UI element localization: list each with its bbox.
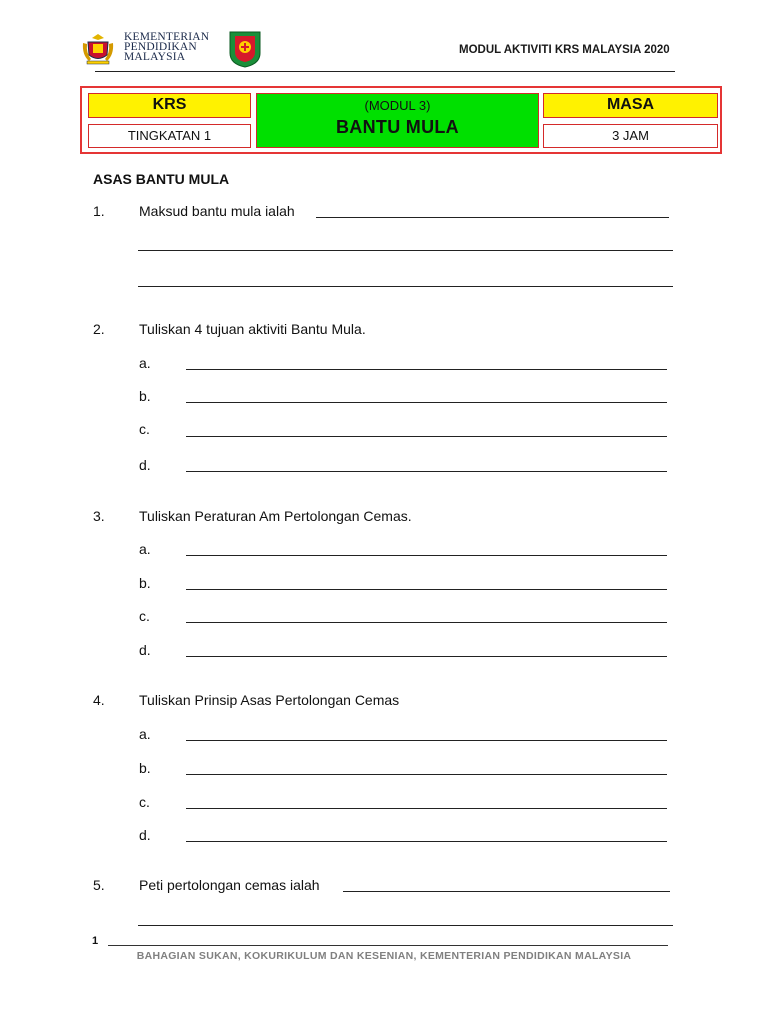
question-4-number: 4. [93,692,105,708]
modul-cell [256,93,539,148]
answer-line[interactable] [186,471,667,472]
question-2-item-b: b. [139,388,151,404]
question-4-item-b: b. [139,760,151,776]
modul-number: (MODUL 3) [364,98,431,113]
duration-cell: 3 JAM [543,124,718,148]
section-title: ASAS BANTU MULA [93,171,230,187]
question-3-item-a: a. [139,541,151,557]
footer-divider [108,945,668,946]
answer-line[interactable] [186,841,667,842]
question-4-item-a: a. [139,726,151,742]
answer-line[interactable] [186,740,667,741]
answer-line[interactable] [138,286,673,287]
answer-line[interactable] [186,808,667,809]
question-2-item-c: c. [139,421,150,437]
question-1-text: Maksud bantu mula ialah [139,203,295,219]
page-number: 1 [92,935,99,947]
answer-line[interactable] [343,891,670,892]
question-3-item-d: d. [139,642,151,658]
malaysia-coat-of-arms-icon [80,31,116,67]
question-3-number: 3. [93,508,105,524]
masa-cell: MASA [543,93,718,118]
ministry-line-3: MALAYSIA [124,51,186,63]
answer-line[interactable] [186,622,667,623]
tingkatan-cell: TINGKATAN 1 [88,124,251,148]
question-4-item-d: d. [139,827,151,843]
module-title: MODUL AKTIVITI KRS MALAYSIA 2020 [459,44,670,56]
question-4-item-c: c. [139,794,150,810]
ministry-line-1: KEMENTERIAN [124,31,210,43]
question-5-text: Peti pertolongan cemas ialah [139,877,320,893]
ministry-line-2: PENDIDIKAN [124,41,197,53]
modul-title: BANTU MULA [336,117,459,137]
question-3-item-b: b. [139,575,151,591]
answer-line[interactable] [186,436,667,437]
question-4-text: Tuliskan Prinsip Asas Pertolongan Cemas [139,692,400,708]
question-3-item-c: c. [139,608,150,624]
answer-line[interactable] [186,369,667,370]
question-2-item-a: a. [139,355,151,371]
answer-line[interactable] [186,656,667,657]
question-2-item-d: d. [139,457,151,473]
answer-line[interactable] [186,402,667,403]
header-divider [95,71,675,72]
question-2-number: 2. [93,321,105,337]
question-3-text: Tuliskan Peraturan Am Pertolongan Cemas. [139,508,412,524]
ministry-name [124,32,209,62]
krs-cell: KRS [88,93,251,118]
footer-text: BAHAGIAN SUKAN, KOKURIKULUM DAN KESENIAN, KEMENTERIAN PENDIDIKAN MALAYSIA [136,950,632,962]
answer-line[interactable] [186,774,667,775]
answer-line[interactable] [316,217,669,218]
krs-badge-icon [226,29,264,69]
question-5-number: 5. [93,877,105,893]
question-1-number: 1. [93,203,105,219]
question-2-text: Tuliskan 4 tujuan aktiviti Bantu Mula. [139,321,366,337]
answer-line[interactable] [138,925,673,926]
answer-line[interactable] [186,555,667,556]
answer-line[interactable] [138,250,673,251]
answer-line[interactable] [186,589,667,590]
